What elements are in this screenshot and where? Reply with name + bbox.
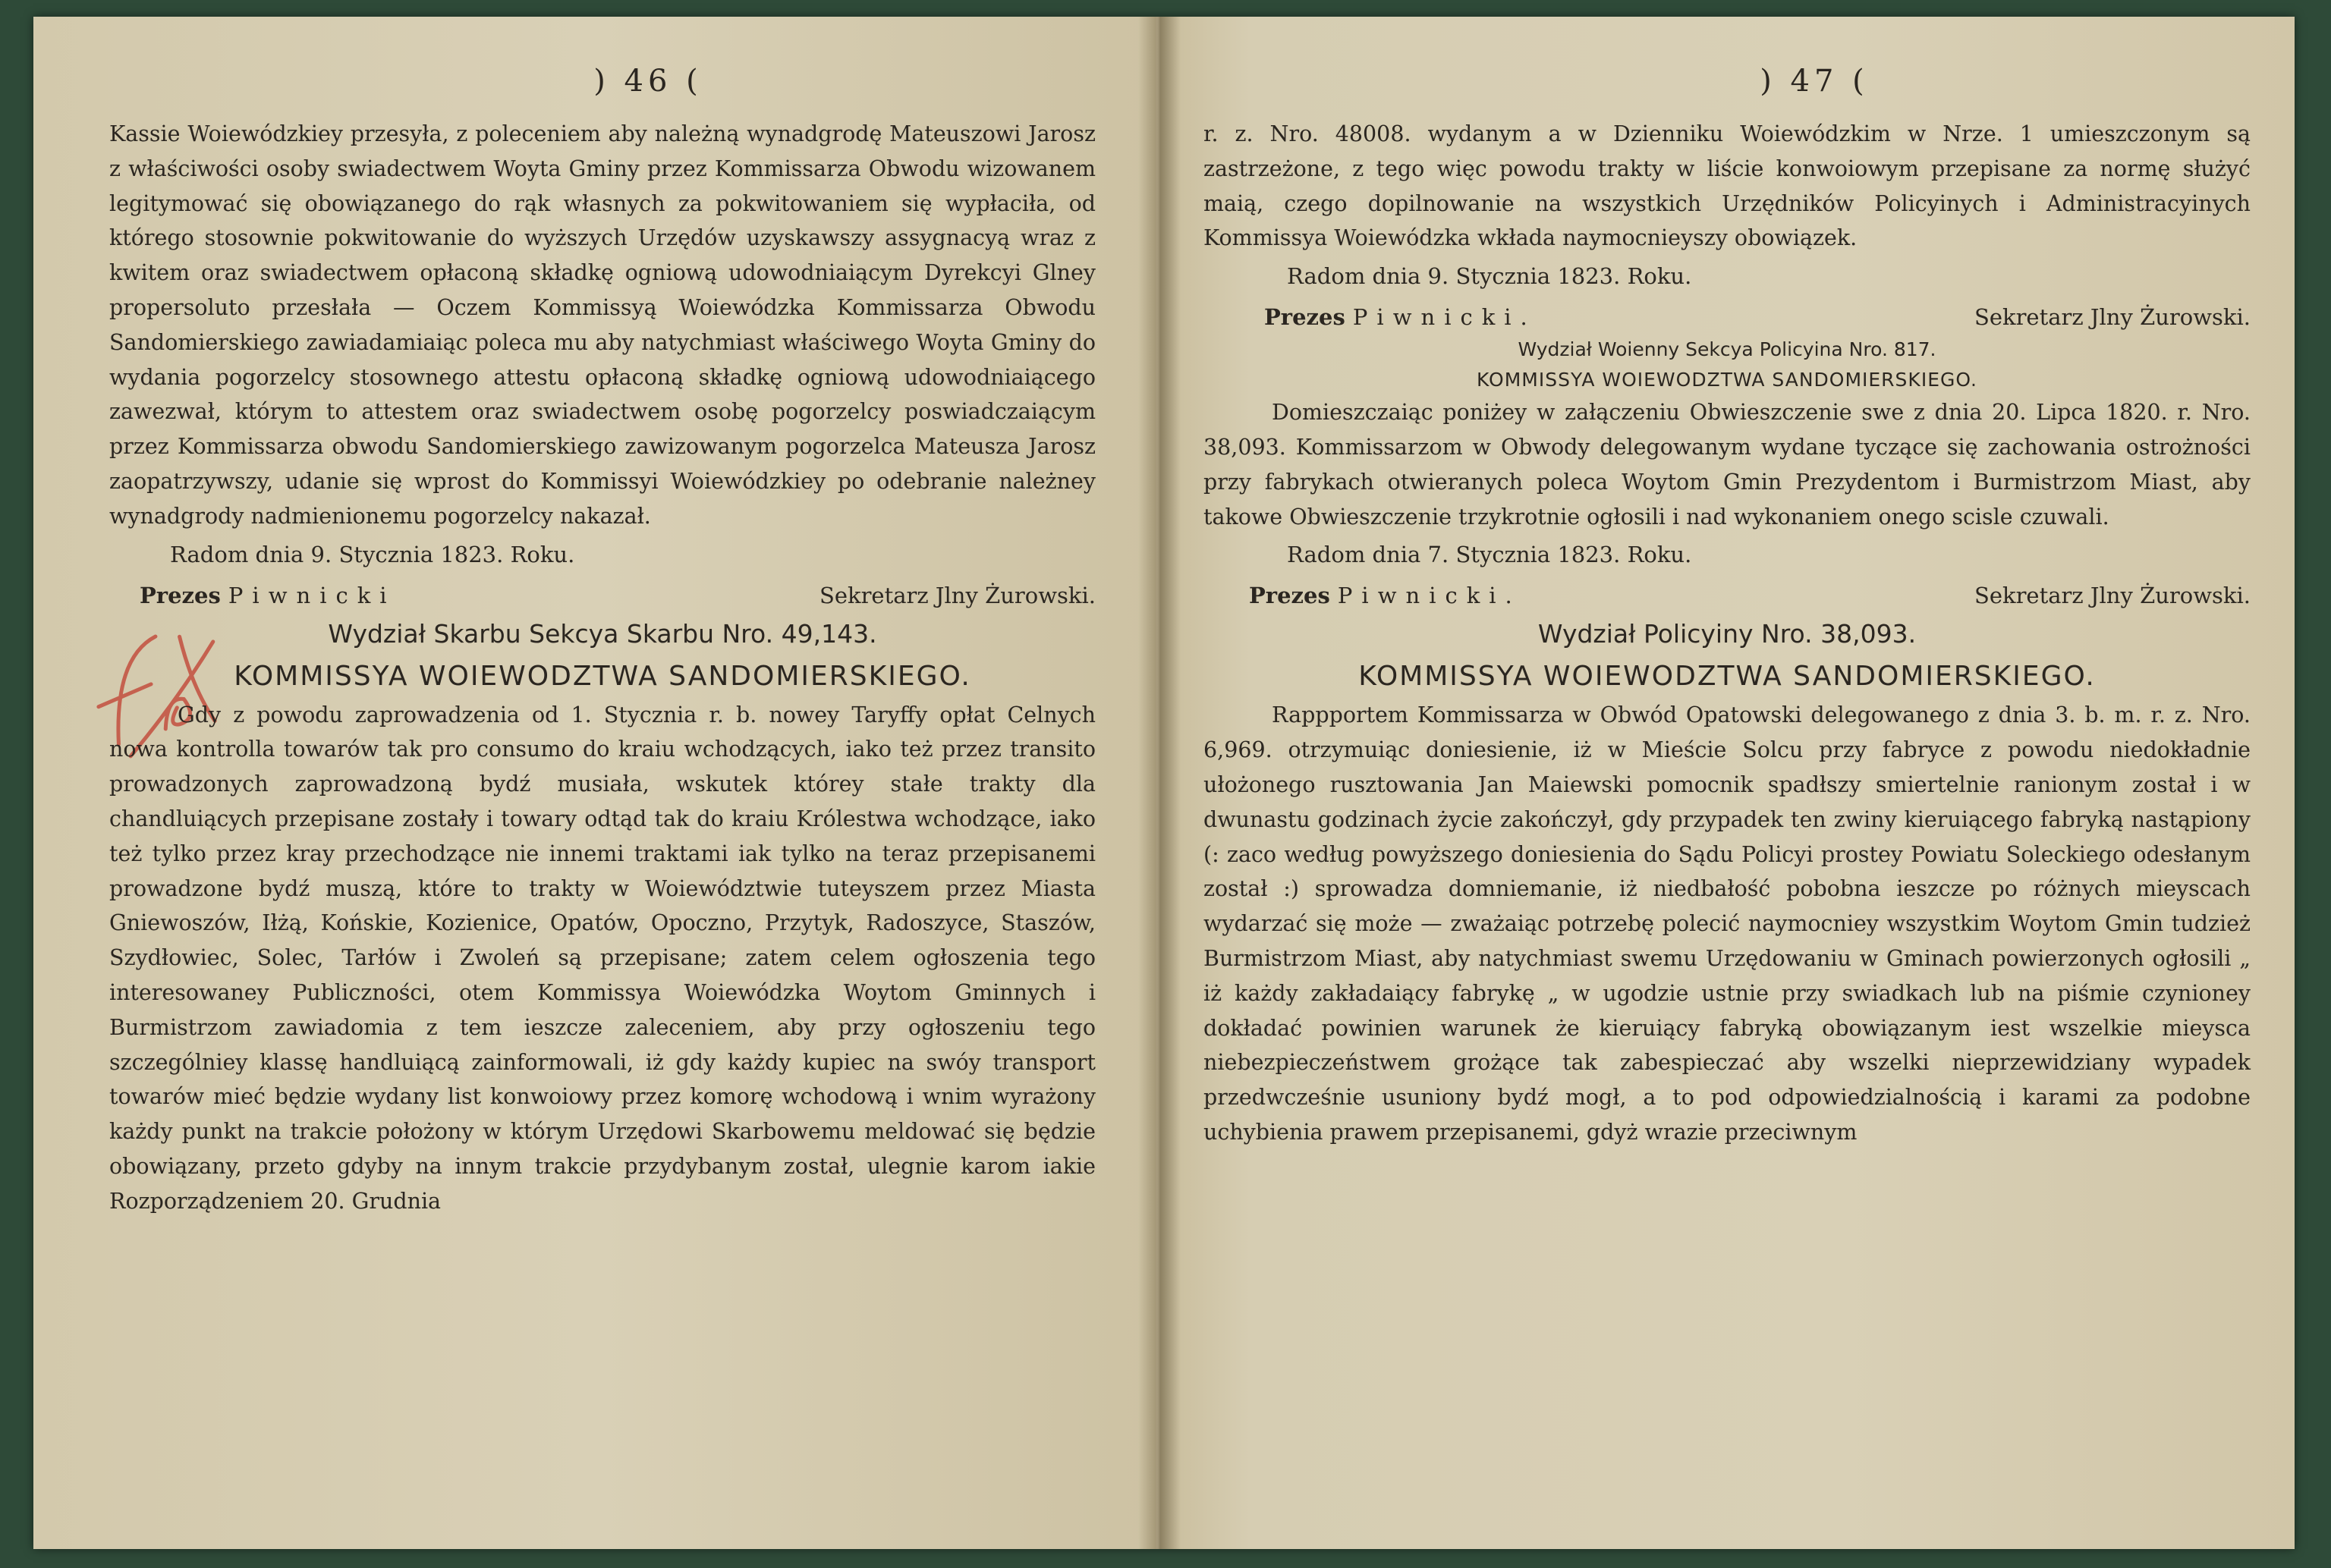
date-line: Radom dnia 9. Stycznia 1823. Roku. [1287, 263, 1692, 290]
book-gutter [1138, 17, 1181, 1549]
commission-heading: KOMMISSYA WOIEWODZTWA SANDOMIERSKIEGO. [1358, 661, 2096, 693]
right-page-content [1203, 64, 2251, 1150]
secretary-signature: Sekretarz Jlny Żurowski. [819, 582, 1096, 608]
left-page-content [109, 64, 1096, 1219]
date-line: Radom dnia 7. Stycznia 1823. Roku. [1287, 542, 1692, 568]
paragraph: Gdy z powodu zaprowadzenia od 1. Stycznia r. b. nowey Taryffy opłat Celnych nowa kontrolla towarów tak pro consumo do kraiu wchodzących, iako też przez transito prowadzonych zaprowadzoną bydź musiała, wskutek którey stałe trakty dla chandluiących przepisane zostały i towary odtąd tak do kraiu Królestwa wchodzące, iako też tylko przez kray przechodzące nie innemi traktami iak tylko na teraz przepisanemi prowadzone bydź muszą, które to trakty w Woiewództwie tuteyszem przez Miasta Gniewoszów, Iłżą, Końskie, Kozienice, Opatów, Opoczno, Przytyk, Radoszyce, Staszów, Szydłowiec, Solec, Tarłów i Zwoleń są przepisane; zatem celem ogłoszenia tego interesowaney Publiczności, otem Kommissya Woiewódzka Woytom Gminnych i Burmistrzom zawiadomia z tem ieszcze zaleceniem, aby przy ogłoszeniu tego szczególniey klassę handluiącą zainformowali, iż gdy każdy kupiec na swóy transport towarów mieć będzie wydany list konwoiowy przez komorę wchodową i wnim wyrażony każdy punkt na trakcie położony w którym Urzędowi Skarbowemu meldować się będzie obowiązany, przeto gdyby na innym trakcie przydybanym został, ulegnie karom iakie Rozporządzeniem 20. Grudnia [109, 702, 1096, 1214]
president-title: Prezes [1249, 583, 1330, 609]
signature-line [1203, 578, 2251, 613]
president-title: Prezes [140, 582, 221, 608]
paragraph: Rappportem Kommissarza w Obwód Opatowski delegowanego z dnia 3. b. m. r. z. Nro. 6,969. otrzymuiąc doniesienie, iż w Mieście Solcu przy fabryce z powodu niedokładnie ułożonego rusztowania Jan Maiewski pomocnik spadłszy smiertelnie ranionym został i w dwunastu godzinach życie zakończył, gdy przypadek ten zwiny kieruiącego fabryką nastąpiony (: zaco według powyższego doniesienia do Sądu Policyi prostey Powiatu Soleckiego odesłanym został :) sprowadza domniemanie, iż niedbałość pobobna ieszcze po różnych mieyscach wydarzać się może — zważaiąc potrzebę polecić naymocniey wszystkim Woytom Gmin tudzież Burmistrzom Miast, aby natychmiast swemu Urzędowaniu w Gminach powierzonych ogłosili „ iż każdy zakładaiący fabrykę „ w ugodzie ustnie przy swiadkach lub na piśmie czynioney dokładać powinien warunek że kieruiący fabryką obowiązanym iest wszelkie mieysca niebezpieczeństwem grożące tak zabespieczać aby wszelki nieprzewidziany wypadek przedwcześnie usuniony bydź mogł, a to pod odpowiedzialnością i karami za podobne uchybienia prawem przepisanemi, gdyż wrazie przeciwnym [1203, 702, 2251, 1145]
department-heading: Wydział Policyiny Nro. 38,093. [1537, 619, 1917, 649]
president-signature [1203, 578, 1521, 613]
president-name: Piwnicki [228, 582, 396, 608]
president-name: Piwnicki. [1352, 304, 1537, 331]
paragraph: r. z. Nro. 48008. wydanym a w Dzienniku Woiewódzkim w Nrze. 1 umieszczonym są zastrzeżone, z tego więc powodu trakty w liście konwoiowym przepisane za normę służyć maią, czego dopilnowanie na wszystkich Urzędników Policyinych i Administracyinych Kommissya Woiewódzka wkłada naymocnieyszy obowiązek. [1203, 121, 2251, 251]
date-line: Radom dnia 9. Stycznia 1823. Roku. [170, 541, 575, 567]
page-number: ) 47 ( [1760, 64, 1869, 99]
president-title: Prezes [1264, 304, 1345, 331]
signature-line [109, 578, 1096, 613]
left-page [33, 17, 1156, 1549]
president-signature [109, 578, 396, 613]
commission-heading: KOMMISSYA WOIEWODZTWA SANDOMIERSKIEGO. [1477, 369, 1977, 391]
secretary-signature: Sekretarz Jlny Żurowski. [1974, 304, 2251, 331]
page-number: ) 46 ( [593, 64, 703, 99]
department-heading: Wydział Woienny Sekcya Policyina Nro. 817. [1518, 338, 1936, 361]
commission-heading: KOMMISSYA WOIEWODZTWA SANDOMIERSKIEGO. [234, 660, 971, 692]
paragraph: Domieszczaiąc poniżey w załączeniu Obwieszczenie swe z dnia 20. Lipca 1820. r. Nro. 38,093. Kommissarzom w Obwody delegowanym wydane tyczące się zachowania ostrożności przy fabrykach otwieranych poleca Woytom Gmin Prezydentom i Burmistrzom Miast, aby takowe Obwieszczenie trzykrotnie ogłosili i nad wykonaniem onego scisle czuwali. [1203, 400, 2251, 529]
right-page [1159, 17, 2295, 1549]
department-heading: Wydział Skarbu Sekcya Skarbu Nro. 49,143. [328, 618, 877, 649]
paragraph: Kassie Woiewódzkiey przesyła, z poleceniem aby należną wynadgrodę Mateuszowi Jarosz z właściwości osoby swiadectwem Woyta Gminy przez Kommissarza Obwodu wizowanem legitymować się obowiązanego do rąk własnych za pokwitowaniem się wypłaciła, od którego stosownie pokwitowanie do wyższych Urzędów uzyskawszy assygnacyą wraz z kwitem oraz swiadectwem opłaconą składkę ogniową udowodniaiącym Dyrekcyi Glney propersoluto przesłała — Oczem Kommissyą Woiewódzka Kommissarza Obwodu Sandomierskiego zawiadamiaiąc poleca mu aby natychmiast właściwego Woyta Gminy do wydania pogorzelcy stosownego attestu opłaconą składkę ogniową udowodniaiącego zawezwał, którym to attestem oraz swiadectwem osobę pogorzelcy poswiadczaiącym przez Kommissarza obwodu Sandomierskiego zawizowanym pogorzelca Mateusza Jarosz zaopatrzywszy, udanie się wprost do Kommissyi Woiewódzkiey po odebranie należney wynadgrody nadmienionemu pogorzelcy nakazał. [109, 121, 1096, 529]
president-name: Piwnicki. [1337, 583, 1521, 609]
secretary-signature: Sekretarz Jlny Żurowski. [1974, 583, 2251, 609]
signature-line [1203, 300, 2251, 335]
president-signature [1203, 300, 1537, 335]
